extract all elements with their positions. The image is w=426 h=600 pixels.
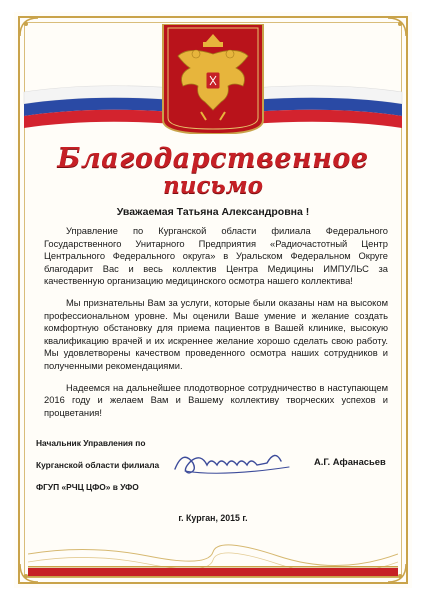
place-date: г. Курган, 2015 г. — [178, 513, 248, 523]
russian-flag-ribbon-right-icon — [251, 86, 402, 128]
paragraph: Управление по Курганской области филиала Федерального Государственного Унитарного Предприятия «Радиочастотный Центр Центрального Федерального округа» в Уральском Федеральном Округе благодарит Вас и весь коллектив Центра Медицины ИМПУЛЬС за качественную организацию медицинского осмотра нашего коллектива! — [44, 226, 388, 287]
footer-ornament-icon — [28, 526, 398, 580]
double-headed-eagle-emblem-icon — [163, 24, 263, 134]
salutation: Уважаемая Татьяна Александровна ! — [116, 206, 310, 218]
signatory-position: Начальник Управления по — [36, 438, 146, 448]
letter-title: Благодарственное — [57, 143, 369, 174]
paragraph: Мы признательны Вам за услуги, которые были оказаны нам на высоком профессиональном уровне. Мы оценили Ваше умение и желание создать комфортную обстановку для приема пациентов в Вашей клинике, высокую квалификацию врачей и их искреннее желание хорошо сделать свою работу. Мы удовлетворены качеством проведенного осмотра наших сотрудников и полученными рекомендациями. — [44, 297, 388, 371]
letter-body — [44, 225, 388, 428]
paragraph: Надеемся на дальнейшее плодотворное сотрудничество в наступающем 2016 году и желаем Вам и Вашему коллективу творческих успехов и процветания! — [44, 382, 388, 418]
letter-subtitle: письмо — [163, 172, 263, 199]
handwritten-signature-icon — [171, 443, 306, 479]
header-emblem-area — [0, 24, 426, 134]
russian-flag-ribbon-left-icon — [24, 86, 175, 128]
signatory-position: ФГУП «РЧЦ ЦФО» в УФО — [36, 482, 139, 492]
signatory-name: А.Г. Афанасьев — [314, 456, 386, 467]
signatory-position: Курганской области филиала — [36, 460, 160, 470]
